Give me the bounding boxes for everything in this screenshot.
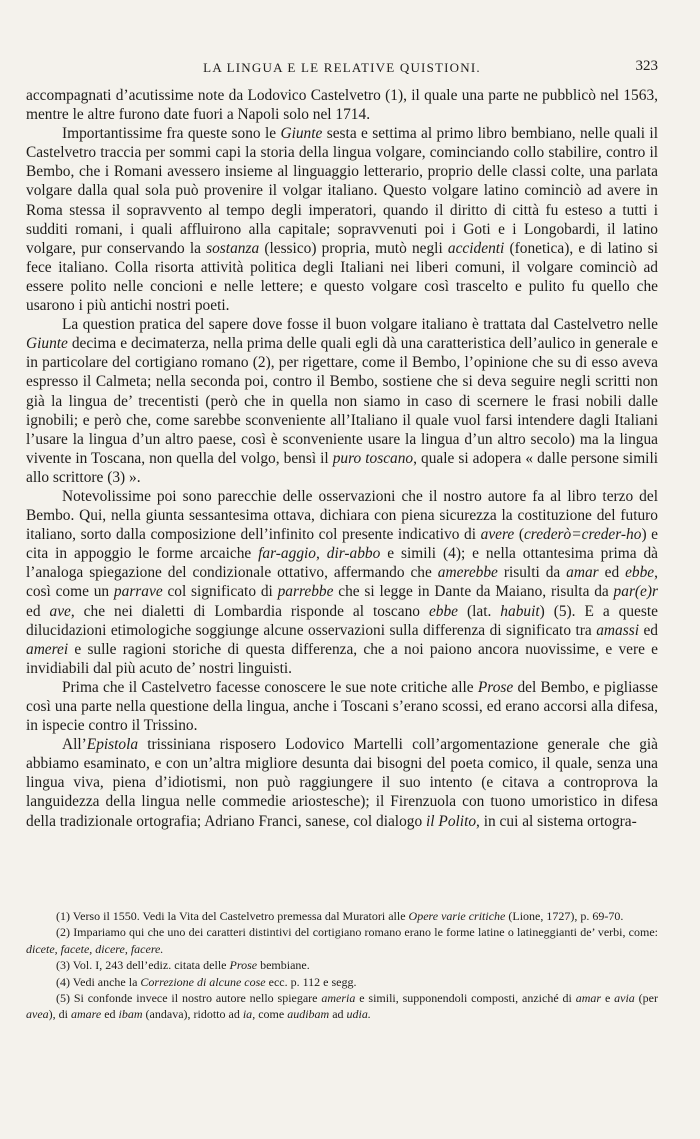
text-run: Prima che il Castelvetro facesse conoscere le sue note critiche alle [62, 678, 478, 696]
paragraph [26, 678, 658, 735]
text-run: e [601, 991, 615, 1006]
italic-text: dicete, facete, dicere, facere. [26, 941, 164, 956]
footnote [26, 924, 658, 957]
italic-text: accidenti [447, 239, 505, 257]
text-run: (3) Vol. I, 243 dell’ediz. citata delle [56, 958, 230, 973]
text-run: col significato di [162, 583, 278, 601]
main-text [26, 86, 658, 831]
italic-text: il Polito [426, 812, 477, 830]
footnote [26, 957, 658, 973]
italic-text: ibam [118, 1007, 143, 1022]
text-run: Notevolissime poi sono parecchie delle osservazioni che il nostro autore fa al libro terzo del Bembo. Qui, nella giunta sessantesima ottava, dichiara con piena sicurezza la costituzione del futuro italiano, sorto dalla composizione dell’infinito col presente indicativo di [26, 487, 658, 544]
italic-text: ebbe [428, 602, 458, 620]
footnote [26, 908, 658, 924]
text-run: ), di [48, 1007, 71, 1022]
text-run: bembiane. [257, 958, 310, 973]
italic-text: avere [480, 526, 515, 544]
text-run: ) (5). E a queste dilucidazioni etimologiche soggiunge alcune osservazioni sulla differenza di significato tra [26, 602, 658, 639]
italic-text: avea [26, 1007, 49, 1022]
text-run: risulti da [497, 564, 567, 582]
italic-text: amar [575, 991, 602, 1006]
paragraph [26, 86, 658, 124]
italic-text: par(e)r [613, 583, 658, 601]
text-run: che si legge in Dante da Maiano, risulta da [333, 583, 614, 601]
text-run: (fonetica), e di latino si fece italiano. Colla risorta attività politica degli Italiani nei liberi comuni, il volgare cominciò ad essere polito nelle concioni e nelle lettere; e questo volgare così trascelto e pulito fu quello che usarono i più antichi nostri poeti. [26, 239, 659, 315]
text-run: All’ [62, 736, 87, 754]
italic-text: Epistola [86, 736, 139, 754]
text-run: ) e cita in appoggio le forme arcaiche [26, 526, 658, 563]
italic-text: Giunte [280, 125, 323, 143]
italic-text: parrebbe [277, 583, 334, 601]
text-run: (2) Impariamo qui che uno dei caratteri distintivi del cortigiano romano erano le forme latine o latineggianti de’ verbi, come: [56, 925, 658, 940]
italic-text: avia [614, 991, 635, 1006]
text-run: decima e decimaterza, nella prima delle quali egli dà una caratteristica dell’aulico in generale e in particolare del cortigiano romano (2), per rigettare, come il Bembo, l’opinione che su di esso aveva espresso il Calmeta; nella seconda poi, contro il Bembo, sostiene che si deva seguire negli scritti non già la lingua de’ trecentisti (però che in quella non siamo in caso di scernere le frasi nobili dalle ignobili; e però che, come sarebbe sconveniente all’Italiano il quale vuol farsi intendere dagli Italiani l’usare la lingua d’un altro paese, così è sconveniente usare la lingua d’un altro secolo) ma la lingua vivente in Toscana, non quella del volgo, bensì il [26, 335, 658, 467]
text-run: (4) Vedi anche la [56, 974, 141, 989]
italic-text: ia [242, 1007, 253, 1022]
text-run: (lessico) propria, mutò negli [259, 239, 448, 257]
italic-text: Correzione di alcune cose [140, 974, 266, 989]
italic-text: amerebbe [437, 564, 498, 582]
footnotes [26, 908, 658, 1023]
text-run: ad [329, 1007, 347, 1022]
italic-text: Giunte [26, 335, 68, 353]
italic-text: audibam [287, 1007, 330, 1022]
text-run: (1) Verso il 1550. Vedi la Vita del Castelvetro premessa dal Muratori alle [56, 909, 409, 923]
text-run: Importantissime fra queste sono le [62, 125, 281, 143]
text-run: ed [26, 602, 50, 620]
text-run: , quale si adopera « dalle persone simili allo scrittore (3) ». [26, 449, 659, 486]
italic-text: habuit [500, 602, 540, 620]
running-title: LA LINGUA E LE RELATIVE QUISTIONI. [203, 60, 481, 75]
italic-text: parrave [113, 583, 163, 601]
text-run: ecc. p. 112 e segg. [265, 974, 357, 989]
text-run: trissiniana risposero Lodovico Martelli coll’argomentazione generale che già abbiamo esaminato, e con un’altra migliore desunta dai bisogni del poeta comico, il quale, senza una lingua viva, piena d’idiotismi, non può raggiungere il suo intento (e citava a controprova la languidezza della lingua nelle commedie ariostesche); il Firenzuola con tuono umoristico in difesa della tradizionale ortografia; Adriano Franci, sanese, col dialogo [26, 736, 658, 830]
text-run: La question pratica del sapere dove fosse il buon volgare italiano è trattata dal Castelvetro nelle [62, 316, 658, 334]
italic-text: amar [566, 564, 599, 582]
text-run: e sulle ragioni storiche di questa differenza, che a noi paiono ancora nuovissime, e vere e invidiabili dal più acuto de’ nostri linguisti. [26, 640, 658, 677]
paragraph [26, 315, 658, 487]
italic-text: sostanza [206, 239, 260, 257]
text-run: ed [101, 1007, 119, 1022]
paragraph [26, 735, 658, 830]
text-run: sesta e settima al primo libro bembiano, nelle quali il Castelvetro traccia per sommi capi la storia della lingua volgare, cominciando collo stabilire, contro il Bembo, che i Romani avessero insieme al linguaggio letterario, proprio delle classi colte, una parlata volgare dalla qual sola può provenire il volgar italiano. Questo volgare latino cominciò ad avere in Roma stessa il sopravvento al tempo degli imperatori, quando il diritto di città fu esteso a tutti i sudditi romani, i quali affluirono alla capitale; sopravvenuti poi i Goti e i Longobardi, il latino volgare, pur conservando la [26, 125, 658, 257]
text-run: , così come un [26, 564, 658, 601]
italic-text: amerei [26, 640, 69, 658]
italic-text: far-aggio, dir-abbo [258, 545, 381, 563]
text-run: , come [252, 1007, 288, 1022]
text-run: , che nei dialetti di Lombardia risponde al toscano [70, 602, 429, 620]
italic-text: udia. [346, 1007, 371, 1022]
text-run: , in cui al sistema ortogra- [476, 812, 637, 830]
text-run: del Bembo, e pigliasse così una parte nella questione della lingua, anche i Toscani s’erano scossi, ed erano accorsi alla difesa, in ispecie contro il Trissino. [26, 678, 658, 735]
text-run: e simili (4); e nella ottantesima prima dà l’analoga spiegazione del condizionale ottativo, affermando che [26, 545, 658, 582]
italic-text: amassi [596, 621, 639, 639]
italic-text: ave [49, 602, 71, 620]
running-header [26, 60, 658, 76]
page-number: 323 [635, 58, 658, 74]
text-run: (lat. [458, 602, 501, 620]
italic-text: Prose [477, 678, 514, 696]
italic-text: puro toscano [332, 449, 414, 467]
footnote [26, 974, 658, 990]
italic-text: ameria [321, 991, 356, 1006]
text-run: accompagnati d’acutissime note da Lodovico Castelvetro (1), il quale una parte ne pubblicò nel 1563, mentre le altre furono date fuori a Napoli solo nel 1714. [26, 87, 658, 124]
text-run: ed [638, 621, 658, 639]
paragraph [26, 487, 658, 678]
text-run: (per [634, 991, 658, 1006]
text-run: (andava), ridotto ad [142, 1007, 243, 1022]
italic-text: ebbe [625, 564, 655, 582]
text-run: ed [598, 564, 626, 582]
italic-text: crederò=creder-ho [523, 526, 642, 544]
italic-text: Prose [229, 958, 258, 973]
italic-text: amare [71, 1007, 102, 1022]
italic-text: Opere varie critiche [408, 909, 506, 923]
paragraph [26, 124, 658, 315]
text-run: e simili, supponendoli composti, anziché di [355, 991, 576, 1006]
text-run: (Lione, 1727), p. 69-70. [505, 909, 624, 923]
footnote [26, 990, 658, 1023]
text-run: (5) Si confonde invece il nostro autore nello spiegare [56, 991, 322, 1006]
text-run: ( [514, 526, 524, 544]
